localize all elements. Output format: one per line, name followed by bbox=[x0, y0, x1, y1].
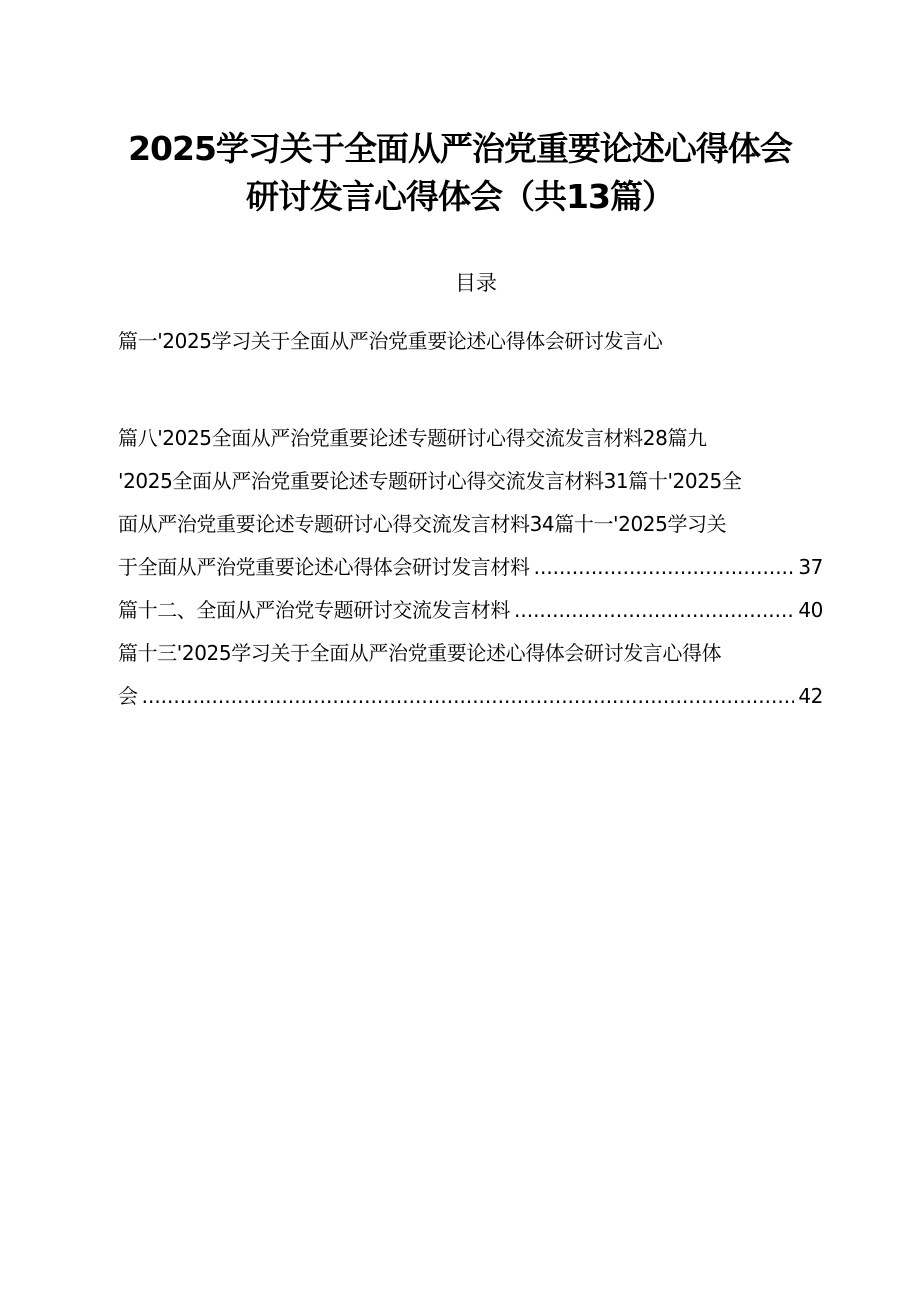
toc-entry-title: 于全面从严治党重要论述心得体会研讨发言材料 bbox=[118, 555, 530, 579]
document-title-line-2: 研讨发言心得体会（共13篇） bbox=[246, 177, 674, 216]
toc-heading: 目录 bbox=[455, 271, 497, 295]
toc-entry-title: 会 bbox=[118, 684, 138, 708]
toc-entry[interactable] bbox=[118, 681, 823, 711]
toc-page-number: 42 bbox=[798, 684, 823, 708]
toc-page-number: 40 bbox=[798, 598, 823, 622]
toc-entry[interactable] bbox=[118, 595, 823, 625]
toc-entry-title: 篇十二、全面从严治党专题研讨交流发言材料 bbox=[118, 598, 510, 622]
toc-line[interactable]: '2025全面从严治党重要论述专题研讨心得交流发言材料31篇十'2025全 bbox=[118, 469, 742, 493]
toc-leader-dots bbox=[514, 595, 794, 625]
toc-entry[interactable] bbox=[118, 552, 823, 582]
toc-page-number: 37 bbox=[798, 555, 823, 579]
toc-line[interactable]: 篇八'2025全面从严治党重要论述专题研讨心得交流发言材料28篇九 bbox=[118, 426, 707, 450]
toc-leader-dots bbox=[142, 681, 795, 711]
toc-line[interactable]: 面从严治党重要论述专题研讨心得交流发言材料34篇十一'2025学习关 bbox=[118, 512, 727, 536]
document-title-line-1: 2025学习关于全面从严治党重要论述心得体会 bbox=[128, 129, 792, 168]
toc-line[interactable]: 篇十三'2025学习关于全面从严治党重要论述心得体会研讨发言心得体 bbox=[118, 641, 722, 665]
toc-line[interactable]: 篇一'2025学习关于全面从严治党重要论述心得体会研讨发言心 bbox=[118, 329, 663, 353]
toc-leader-dots bbox=[534, 552, 795, 582]
